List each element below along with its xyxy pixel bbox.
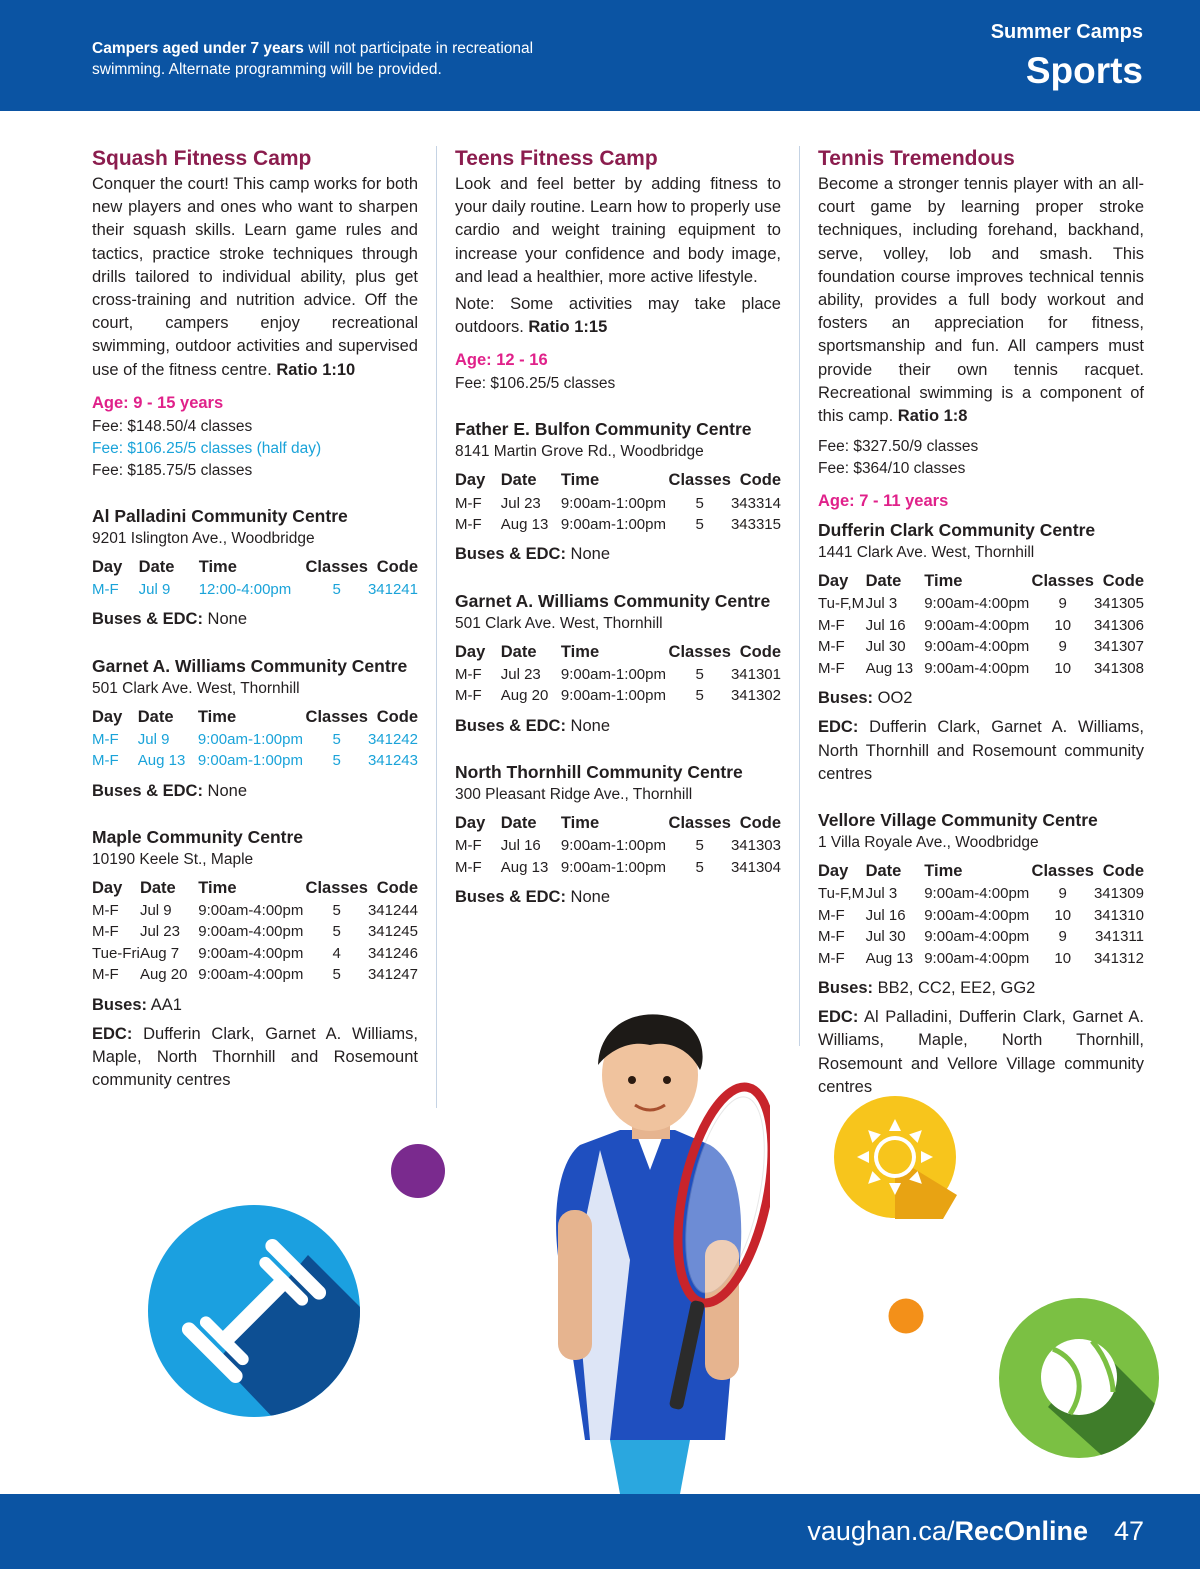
table-header-row	[455, 641, 781, 664]
col-header-time: Time	[560, 471, 600, 490]
date-cell: Aug 20	[139, 966, 188, 984]
teens-camp-column	[455, 146, 781, 909]
centre-address: 8141 Martin Grove Rd., Woodbridge	[455, 443, 704, 461]
fee: Fee: $148.50/4 classes	[92, 417, 253, 435]
col-header-date: Date	[865, 862, 902, 881]
col-header-time: Time	[560, 813, 600, 832]
time-cell: 9:00am-4:00pm	[924, 616, 1030, 634]
table-row	[455, 685, 781, 707]
centre-name: North Thornhill Community Centre	[455, 761, 743, 782]
time-cell: 9:00am-4:00pm	[924, 928, 1030, 946]
time-cell: 9:00am-4:00pm	[924, 906, 1030, 924]
day-cell: M-F	[818, 928, 845, 946]
table-row	[818, 593, 1144, 615]
reconline-link[interactable]: vaughan.ca/RecOnline	[807, 1516, 1088, 1546]
col-header-code: Code	[1102, 572, 1144, 591]
col-header-date: Date	[137, 707, 174, 726]
day-cell: M-F	[455, 494, 482, 512]
day-cell: M-F	[455, 837, 482, 855]
day-cell: M-F	[92, 730, 119, 748]
classes-cell: 10	[1054, 906, 1072, 924]
fee: Fee: $106.25/5 classes (half day)	[92, 439, 322, 457]
date-cell: Aug 13	[500, 858, 549, 876]
table-row	[92, 900, 418, 922]
day-cell: M-F	[818, 659, 845, 677]
col-header-classes: Classes	[668, 642, 731, 661]
code-cell: 341312	[1093, 949, 1144, 967]
table-row	[818, 658, 1144, 680]
classes-cell: 10	[1054, 659, 1072, 677]
col-header-day: Day	[455, 813, 486, 832]
col-header-time: Time	[198, 557, 237, 576]
col-header-date: Date	[139, 878, 176, 897]
centre-name: Vellore Village Community Centre	[818, 810, 1098, 831]
col-header-code: Code	[739, 471, 781, 490]
date-cell: Jul 30	[865, 638, 906, 656]
tennis-camp-column	[818, 146, 1144, 1099]
code-cell: 341303	[730, 837, 781, 855]
centre-address: 501 Clark Ave. West, Thornhill	[92, 679, 300, 697]
location-block	[455, 760, 781, 909]
col-header-code: Code	[739, 813, 781, 832]
table-row	[455, 856, 781, 878]
time-cell: 9:00am-4:00pm	[198, 966, 304, 984]
location-block	[92, 825, 418, 1093]
time-cell: 9:00am-4:00pm	[924, 595, 1030, 613]
schedule-table	[92, 877, 418, 986]
table-row	[818, 905, 1144, 927]
col-header-day: Day	[92, 878, 123, 897]
section-label: Summer Camps	[990, 21, 1143, 43]
code-cell: 341243	[367, 752, 418, 770]
classes-cell: 5	[695, 687, 704, 705]
centre-address: 300 Pleasant Ridge Ave., Thornhill	[455, 785, 693, 803]
squash-camp-column	[92, 146, 418, 1093]
code-cell: 341247	[367, 966, 418, 984]
table-row	[92, 964, 418, 986]
location-block	[455, 417, 781, 566]
location-block	[818, 808, 1144, 1099]
time-cell: 9:00am-1:00pm	[560, 494, 666, 512]
buses-info: Buses: OO2	[818, 689, 913, 708]
col-header-classes: Classes	[305, 557, 368, 576]
table-header-row	[92, 556, 418, 579]
day-cell: M-F	[455, 858, 482, 876]
table-row	[92, 579, 418, 601]
day-cell: M-F	[92, 923, 119, 941]
classes-cell: 5	[695, 858, 704, 876]
table-header-row	[455, 469, 781, 492]
code-cell: 341241	[367, 581, 418, 599]
day-cell: M-F	[818, 616, 845, 634]
page-footer	[0, 1494, 1200, 1569]
buses-info: Buses & EDC: None	[455, 716, 610, 735]
buses-info: Buses & EDC: None	[92, 781, 247, 800]
table-row	[92, 943, 418, 965]
location-block	[455, 589, 781, 738]
location-block	[818, 518, 1144, 786]
code-cell: 341307	[1093, 638, 1144, 656]
code-cell: 341301	[730, 665, 781, 683]
day-cell: Tu-F,M	[818, 885, 865, 903]
classes-cell: 10	[1054, 949, 1072, 967]
table-row	[92, 750, 418, 772]
col-header-code: Code	[1102, 862, 1144, 881]
table-header-row	[92, 877, 418, 900]
col-header-date: Date	[500, 813, 537, 832]
age-range: Age: 9 - 15 years	[92, 393, 224, 412]
time-cell: 9:00am-1:00pm	[560, 665, 666, 683]
col-header-day: Day	[818, 572, 849, 591]
centre-name: Al Palladini Community Centre	[92, 505, 348, 526]
fee: Fee: $327.50/9 classes	[818, 438, 979, 456]
buses-info: Buses: BB2, CC2, EE2, GG2	[818, 979, 1036, 998]
date-cell: Jul 16	[865, 906, 906, 924]
centre-address: 501 Clark Ave. West, Thornhill	[455, 614, 663, 632]
classes-cell: 5	[332, 901, 341, 919]
boy-with-racquet-photo	[540, 1010, 770, 1499]
day-cell: M-F	[455, 665, 482, 683]
col-header-code: Code	[739, 642, 781, 661]
classes-cell: 5	[332, 966, 341, 984]
centre-name: Garnet A. Williams Community Centre	[455, 590, 771, 611]
classes-cell: 9	[1058, 928, 1067, 946]
buses-info: Buses & EDC: None	[92, 610, 247, 629]
centre-name: Father E. Bulfon Community Centre	[455, 419, 752, 440]
page-number: 47	[1113, 1516, 1144, 1546]
table-row	[818, 883, 1144, 905]
col-header-date: Date	[138, 557, 175, 576]
date-cell: Jul 3	[865, 595, 898, 613]
camp-description: Become a stronger tennis player with an all-court game by learning proper stroke techniques, including forehand, backhand, serve, volley, lob and smash. This foundation course improves technical tennis ability, provides a full body workout and fosters an appreciation for fitness, sportsmanship and fun. All campers must provide their own tennis racquet. Recreational swimming is a component of this camp. Ratio 1:8	[818, 175, 1144, 426]
schedule-table	[818, 570, 1144, 679]
centre-address: 1441 Clark Ave. West, Thornhill	[818, 544, 1035, 562]
code-cell: 341304	[730, 858, 781, 876]
time-cell: 9:00am-1:00pm	[560, 858, 666, 876]
table-header-row	[455, 812, 781, 835]
col-header-date: Date	[865, 572, 902, 591]
code-cell: 341242	[367, 730, 418, 748]
table-row	[92, 729, 418, 751]
classes-cell: 5	[332, 752, 341, 770]
date-cell: Jul 3	[865, 885, 898, 903]
table-row	[818, 948, 1144, 970]
day-cell: M-F	[455, 516, 482, 534]
age-range: Age: 12 - 16	[455, 351, 548, 370]
code-cell: 341305	[1093, 595, 1144, 613]
centre-address: 10190 Keele St., Maple	[92, 850, 254, 868]
col-header-time: Time	[924, 862, 963, 881]
classes-cell: 5	[332, 581, 341, 599]
table-row	[818, 926, 1144, 948]
code-cell: 341302	[730, 687, 781, 705]
date-cell: Jul 23	[500, 665, 541, 683]
column-divider	[799, 146, 800, 1046]
time-cell: 9:00am-1:00pm	[197, 730, 303, 748]
time-cell: 9:00am-4:00pm	[924, 885, 1030, 903]
schedule-table	[92, 706, 418, 772]
col-header-day: Day	[455, 471, 486, 490]
location-block	[92, 654, 418, 803]
col-header-classes: Classes	[668, 813, 731, 832]
code-cell: 341309	[1093, 885, 1144, 903]
fee: Fee: $185.75/5 classes	[92, 461, 253, 479]
sun-icon	[833, 1095, 957, 1224]
time-cell: 9:00am-1:00pm	[560, 687, 666, 705]
code-cell: 341308	[1093, 659, 1144, 677]
col-header-classes: Classes	[668, 471, 731, 490]
camp-title: Teens Fitness Camp	[455, 147, 658, 170]
edc-info: EDC: Al Palladini, Dufferin Clark, Garnet A. Williams, Maple, North Thornhill, Rosemount and Vellore Village community centres	[818, 1008, 1144, 1096]
day-cell: M-F	[818, 906, 845, 924]
date-cell: Jul 9	[138, 581, 171, 599]
col-header-date: Date	[500, 471, 537, 490]
buses-info: Buses & EDC: None	[455, 545, 610, 564]
camp-title: Squash Fitness Camp	[92, 147, 312, 170]
table-header-row	[818, 860, 1144, 883]
table-row	[92, 921, 418, 943]
camp-description: Look and feel better by adding fitness to your daily routine. Learn how to properly use cardio and weight training equipment to increase your confidence and body image, and lead a healthier, more active lifestyle.	[455, 175, 781, 286]
classes-cell: 5	[332, 730, 341, 748]
date-cell: Aug 13	[137, 752, 186, 770]
tennis-ball-icon	[998, 1297, 1160, 1464]
orange-dot	[888, 1298, 924, 1339]
classes-cell: 9	[1058, 595, 1067, 613]
schedule-table	[92, 556, 418, 601]
centre-address: 9201 Islington Ave., Woodbridge	[92, 529, 315, 547]
col-header-code: Code	[376, 557, 418, 576]
centre-name: Maple Community Centre	[92, 826, 303, 847]
day-cell: M-F	[92, 752, 119, 770]
camp-title: Tennis Tremendous	[818, 147, 1015, 170]
classes-cell: 5	[695, 837, 704, 855]
col-header-classes: Classes	[305, 707, 368, 726]
date-cell: Jul 16	[500, 837, 541, 855]
col-header-classes: Classes	[305, 878, 368, 897]
time-cell: 12:00-4:00pm	[198, 581, 292, 599]
code-cell: 343315	[730, 516, 781, 534]
classes-cell: 5	[695, 665, 704, 683]
date-cell: Aug 13	[500, 516, 549, 534]
time-cell: 9:00am-4:00pm	[198, 901, 304, 919]
day-cell: M-F	[455, 687, 482, 705]
centre-address: 1 Villa Royale Ave., Woodbridge	[818, 834, 1039, 852]
centre-name: Garnet A. Williams Community Centre	[92, 655, 408, 676]
col-header-classes: Classes	[1031, 862, 1094, 881]
camp-description: Conquer the court! This camp works for both new players and ones who want to sharpen their squash skills. Learn game rules and tactics, practice stroke techniques through drills tailored to individual ability, plus get cross-training and nutrition advice. Off the court, campers enjoy recreational swimming, outdoor activities and supervised use of the fitness centre. Ratio 1:10	[92, 175, 418, 379]
fee: Fee: $364/10 classes	[818, 460, 966, 478]
classes-cell: 5	[695, 494, 704, 512]
column-divider	[436, 146, 437, 1108]
day-cell: M-F	[92, 966, 119, 984]
code-cell: 341244	[367, 901, 418, 919]
code-cell: 341245	[367, 923, 418, 941]
table-row	[455, 492, 781, 514]
date-cell: Aug 20	[500, 687, 549, 705]
camp-note: Note: Some activities may take place outdoors. Ratio 1:15	[455, 295, 781, 337]
edc-info: EDC: Dufferin Clark, Garnet A. Williams, Maple, North Thornhill and Rosemount community centres	[92, 1024, 418, 1090]
swim-notice: Campers aged under 7 years will not participate in recreational swimming. Alternate programming will be provided.	[92, 40, 534, 78]
col-header-date: Date	[500, 642, 537, 661]
code-cell: 341311	[1095, 928, 1144, 946]
date-cell: Jul 9	[139, 901, 172, 919]
location-block	[92, 504, 418, 632]
time-cell: 9:00am-1:00pm	[197, 752, 303, 770]
purple-dot	[390, 1143, 446, 1204]
table-header-row	[92, 706, 418, 729]
col-header-day: Day	[92, 557, 123, 576]
classes-cell: 5	[332, 923, 341, 941]
fee: Fee: $106.25/5 classes	[455, 375, 616, 393]
schedule-table	[455, 641, 781, 707]
day-cell: Tu-F,M	[818, 595, 865, 613]
date-cell: Jul 9	[137, 730, 170, 748]
classes-cell: 10	[1054, 616, 1072, 634]
col-header-code: Code	[376, 707, 418, 726]
col-header-classes: Classes	[1031, 572, 1094, 591]
schedule-table	[455, 812, 781, 878]
time-cell: 9:00am-4:00pm	[198, 944, 304, 962]
table-row	[455, 835, 781, 857]
schedule-table	[818, 860, 1144, 969]
date-cell: Jul 30	[865, 928, 906, 946]
date-cell: Jul 23	[139, 923, 180, 941]
buses-info: Buses & EDC: None	[455, 887, 610, 906]
date-cell: Jul 16	[865, 616, 906, 634]
time-cell: 9:00am-4:00pm	[924, 659, 1030, 677]
buses-info: Buses: AA1	[92, 995, 182, 1014]
day-cell: M-F	[92, 901, 119, 919]
classes-cell: 5	[695, 516, 704, 534]
schedule-table	[455, 469, 781, 535]
col-header-code: Code	[376, 878, 418, 897]
col-header-time: Time	[924, 572, 963, 591]
col-header-day: Day	[92, 707, 123, 726]
date-cell: Jul 23	[500, 494, 541, 512]
time-cell: 9:00am-4:00pm	[924, 638, 1030, 656]
classes-cell: 9	[1058, 638, 1067, 656]
code-cell: 341310	[1093, 906, 1144, 924]
col-header-time: Time	[560, 642, 600, 661]
time-cell: 9:00am-1:00pm	[560, 516, 666, 534]
code-cell: 343314	[730, 494, 781, 512]
col-header-time: Time	[197, 707, 237, 726]
classes-cell: 4	[332, 944, 341, 962]
time-cell: 9:00am-4:00pm	[924, 949, 1030, 967]
day-cell: M-F	[92, 581, 119, 599]
table-row	[818, 636, 1144, 658]
table-row	[818, 615, 1144, 637]
centre-name: Dufferin Clark Community Centre	[818, 520, 1096, 541]
classes-cell: 9	[1058, 885, 1067, 903]
day-cell: M-F	[818, 638, 845, 656]
col-header-day: Day	[455, 642, 486, 661]
code-cell: 341246	[367, 944, 418, 962]
time-cell: 9:00am-4:00pm	[198, 923, 304, 941]
date-cell: Aug 13	[865, 659, 914, 677]
page-header	[0, 0, 1200, 111]
edc-info: EDC: Dufferin Clark, Garnet A. Williams, North Thornhill and Rosemount community centres	[818, 718, 1144, 783]
date-cell: Aug 13	[865, 949, 914, 967]
table-header-row	[818, 570, 1144, 593]
day-cell: Tue-Fri	[92, 944, 140, 962]
date-cell: Aug 7	[139, 944, 180, 962]
day-cell: M-F	[818, 949, 845, 967]
col-header-day: Day	[818, 862, 849, 881]
age-range: Age: 7 - 11 years	[818, 492, 949, 511]
col-header-time: Time	[198, 878, 237, 897]
page-title: Sports	[1025, 50, 1143, 91]
dumbbell-icon	[148, 1205, 360, 1422]
table-row	[455, 514, 781, 536]
time-cell: 9:00am-1:00pm	[560, 837, 666, 855]
table-row	[455, 664, 781, 686]
code-cell: 341306	[1093, 616, 1144, 634]
